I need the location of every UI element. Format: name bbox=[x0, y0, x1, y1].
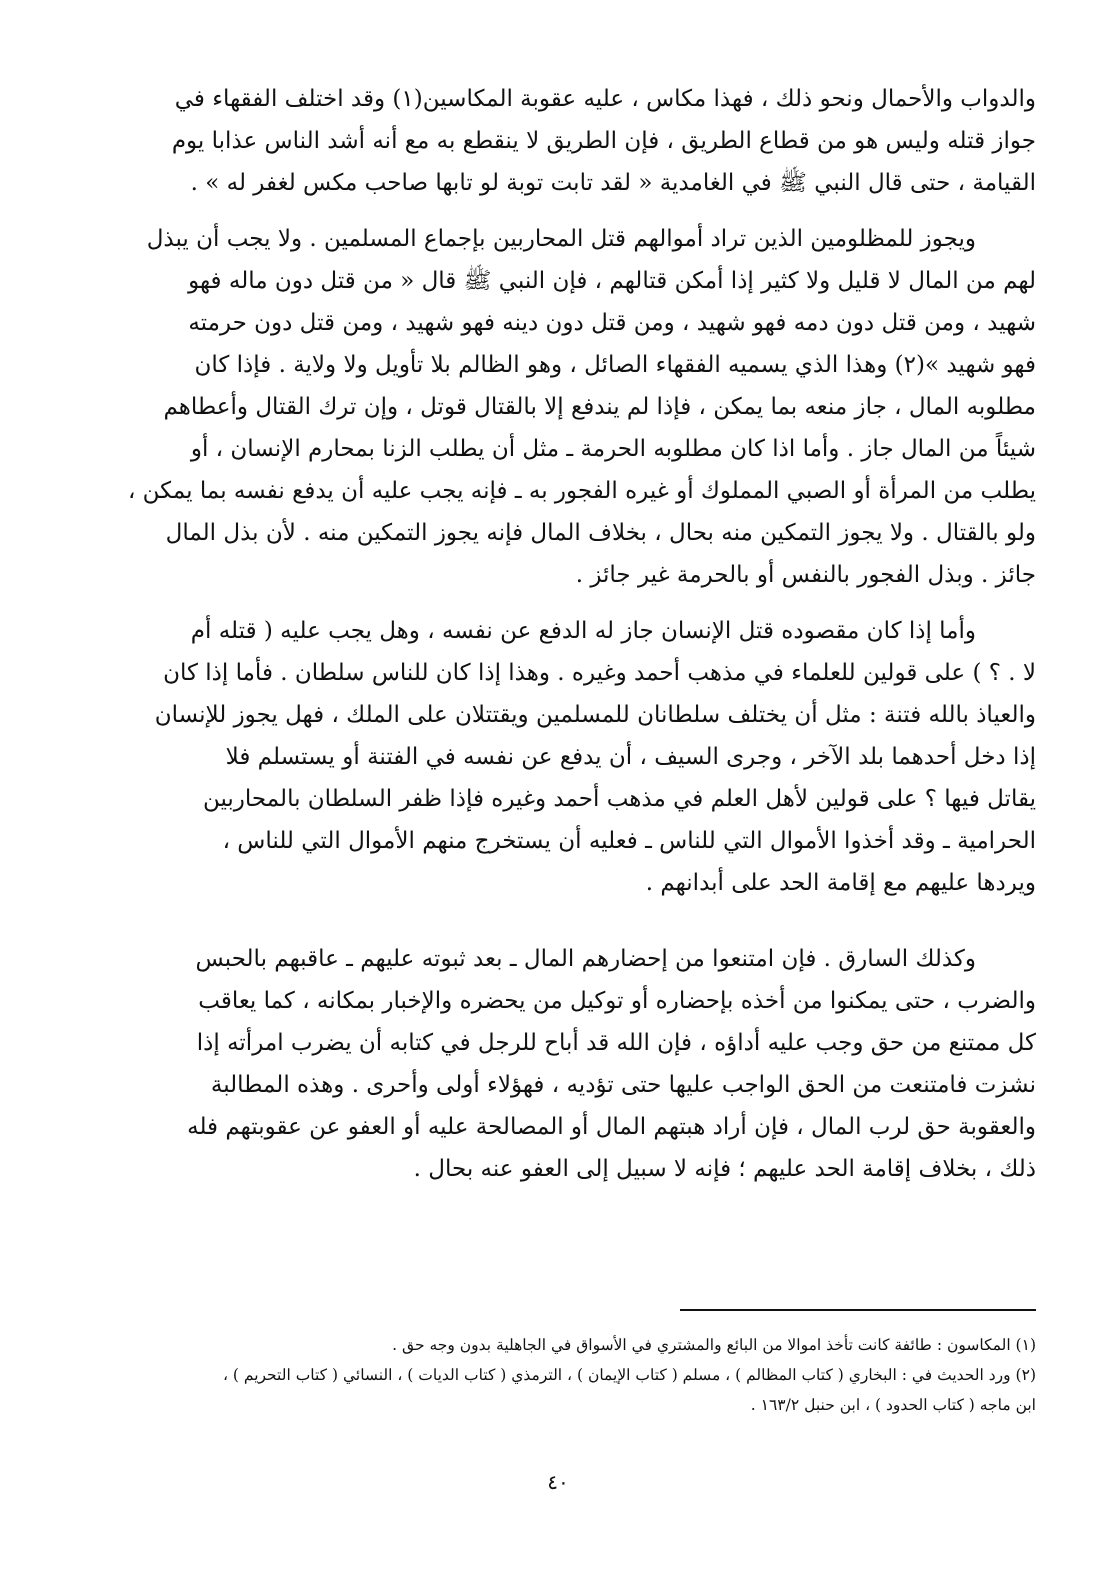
text-line: شهيد ، ومن قتل دون دمه فهو شهيد ، ومن قتل دون دينه فهو شهيد ، ومن قتل دون حرمته bbox=[188, 310, 1036, 336]
text-line: نشزت فامتنعت من الحق الواجب عليها حتى تؤديه ، فهؤلاء أولى وأحرى . وهذه المطالبة bbox=[210, 1072, 1036, 1098]
text-line: ويجوز للمظلومين الذين تراد أموالهم قتل المحاربين بإجماع المسلمين . ولا يجب أن يبذل bbox=[146, 226, 976, 252]
text-line: وكذلك السارق . فإن امتنعوا من إحضارهم المال ـ بعد ثبوته عليهم ـ عاقبهم بالحبس bbox=[195, 946, 976, 972]
footnote-2-continuation: ابن ماجه ( كتاب الحدود ) ، ابن حنبل ١٦٣/٢ . bbox=[750, 1396, 1036, 1414]
text-line: والعياذ بالله فتنة : مثل أن يختلف سلطانان للمسلمين ويقتتلان على الملك ، فهل يجوز للإنسان bbox=[154, 702, 1036, 728]
text-line: القيامة ، حتى قال النبي ﷺ في الغامدية « لقد تابت توبة لو تابها صاحب مكس لغفر له » . bbox=[190, 170, 1036, 196]
footnote-2: (٢) ورد الحديث في : البخاري ( كتاب المظالم ) ، مسلم ( كتاب الإيمان ) ، الترمذي ( كتاب الديات ) ، النسائي ( كتاب التحريم ) ، bbox=[222, 1366, 1036, 1384]
footnotes bbox=[88, 1330, 1036, 1420]
text-line: وأما إذا كان مقصوده قتل الإنسان جاز له الدفع عن نفسه ، وهل يجب عليه ( قتله أم bbox=[190, 618, 976, 644]
text-line: يقاتل فيها ؟ على قولين لأهل العلم في مذهب أحمد وغيره فإذا ظفر السلطان بالمحاربين bbox=[202, 786, 1036, 812]
text-line: إذا دخل أحدهما بلد الآخر ، وجرى السيف ، أن يدفع عن نفسه في الفتنة أو يستسلم فلا bbox=[225, 744, 1036, 770]
footnote-divider bbox=[680, 1309, 1036, 1311]
text-line: والضرب ، حتى يمكنوا من أخذه بإحضاره أو توكيل من يحضره والإخبار بمكانه ، كما يعاقب bbox=[198, 988, 1036, 1014]
text-line: جائز . وبذل الفجور بالنفس أو بالحرمة غير جائز . bbox=[575, 562, 1036, 588]
text-line: الحرامية ـ وقد أخذوا الأموال التي للناس ـ فعليه أن يستخرج منهم الأموال التي للناس ، bbox=[222, 828, 1036, 854]
paragraph-4 bbox=[78, 938, 1036, 1190]
footnote-1: (١) المكاسون : طائفة كانت تأخذ اموالا من البائع والمشتري في الأسواق في الجاهلية بدون وجه حق . bbox=[392, 1336, 1036, 1354]
paragraph-3 bbox=[78, 610, 1036, 904]
text-line: فهو شهيد »(٢) وهذا الذي يسميه الفقهاء الصائل ، وهو الظالم بلا تأويل ولا ولاية . فإذا كان bbox=[194, 352, 1036, 378]
text-line: جواز قتله وليس هو من قطاع الطريق ، فإن الطريق لا ينقطع به مع أنه أشد الناس عذابا يوم bbox=[171, 128, 1036, 154]
text-line: ويردها عليهم مع إقامة الحد على أبدانهم . bbox=[645, 870, 1036, 896]
text-line: شيئاً من المال جاز . وأما اذا كان مطلوبه الحرمة ـ مثل أن يطلب الزنا بمحارم الإنسان ، أو bbox=[190, 436, 1036, 462]
paragraph-2 bbox=[78, 218, 1036, 596]
text-line: ذلك ، بخلاف إقامة الحد عليهم ؛ فإنه لا سبيل إلى العفو عنه بحال . bbox=[413, 1156, 1036, 1182]
text-line: يطلب من المرأة أو الصبي المملوك أو غيره الفجور به ـ فإنه يجب عليه أن يدفع نفسه بما يمكن ، bbox=[127, 478, 1036, 504]
page-number: ٤٠ bbox=[547, 1470, 569, 1494]
page-body bbox=[78, 78, 1036, 1190]
text-line: لهم من المال لا قليل ولا كثير إذا أمكن قتالهم ، فإن النبي ﷺ قال « من قتل دون ماله فهو bbox=[188, 268, 1036, 294]
text-line: والعقوبة حق لرب المال ، فإن أراد هبتهم المال أو المصالحة عليه أو العفو عن عقوبتهم فله bbox=[187, 1114, 1036, 1140]
text-line: والدواب والأحمال ونحو ذلك ، فهذا مكاس ، عليه عقوبة المكاسين(١) وقد اختلف الفقهاء في bbox=[174, 86, 1036, 112]
text-line: مطلوبه المال ، جاز منعه بما يمكن ، فإذا لم يندفع إلا بالقتال قوتل ، وإن ترك القتال وأعطاهم bbox=[163, 394, 1036, 420]
text-line: ولو بالقتال . ولا يجوز التمكين منه بحال ، بخلاف المال فإنه يجوز التمكين منه . لأن بذل المال bbox=[165, 520, 1036, 546]
text-line: كل ممتنع من حق وجب عليه أداؤه ، فإن الله قد أباح للرجل في كتابه أن يضرب امرأته إذا bbox=[196, 1030, 1036, 1056]
text-line: لا . ؟ ) على قولين للعلماء في مذهب أحمد وغيره . وهذا إذا كان للناس سلطان . فأما إذا كان bbox=[163, 660, 1036, 686]
paragraph-1 bbox=[78, 78, 1036, 204]
